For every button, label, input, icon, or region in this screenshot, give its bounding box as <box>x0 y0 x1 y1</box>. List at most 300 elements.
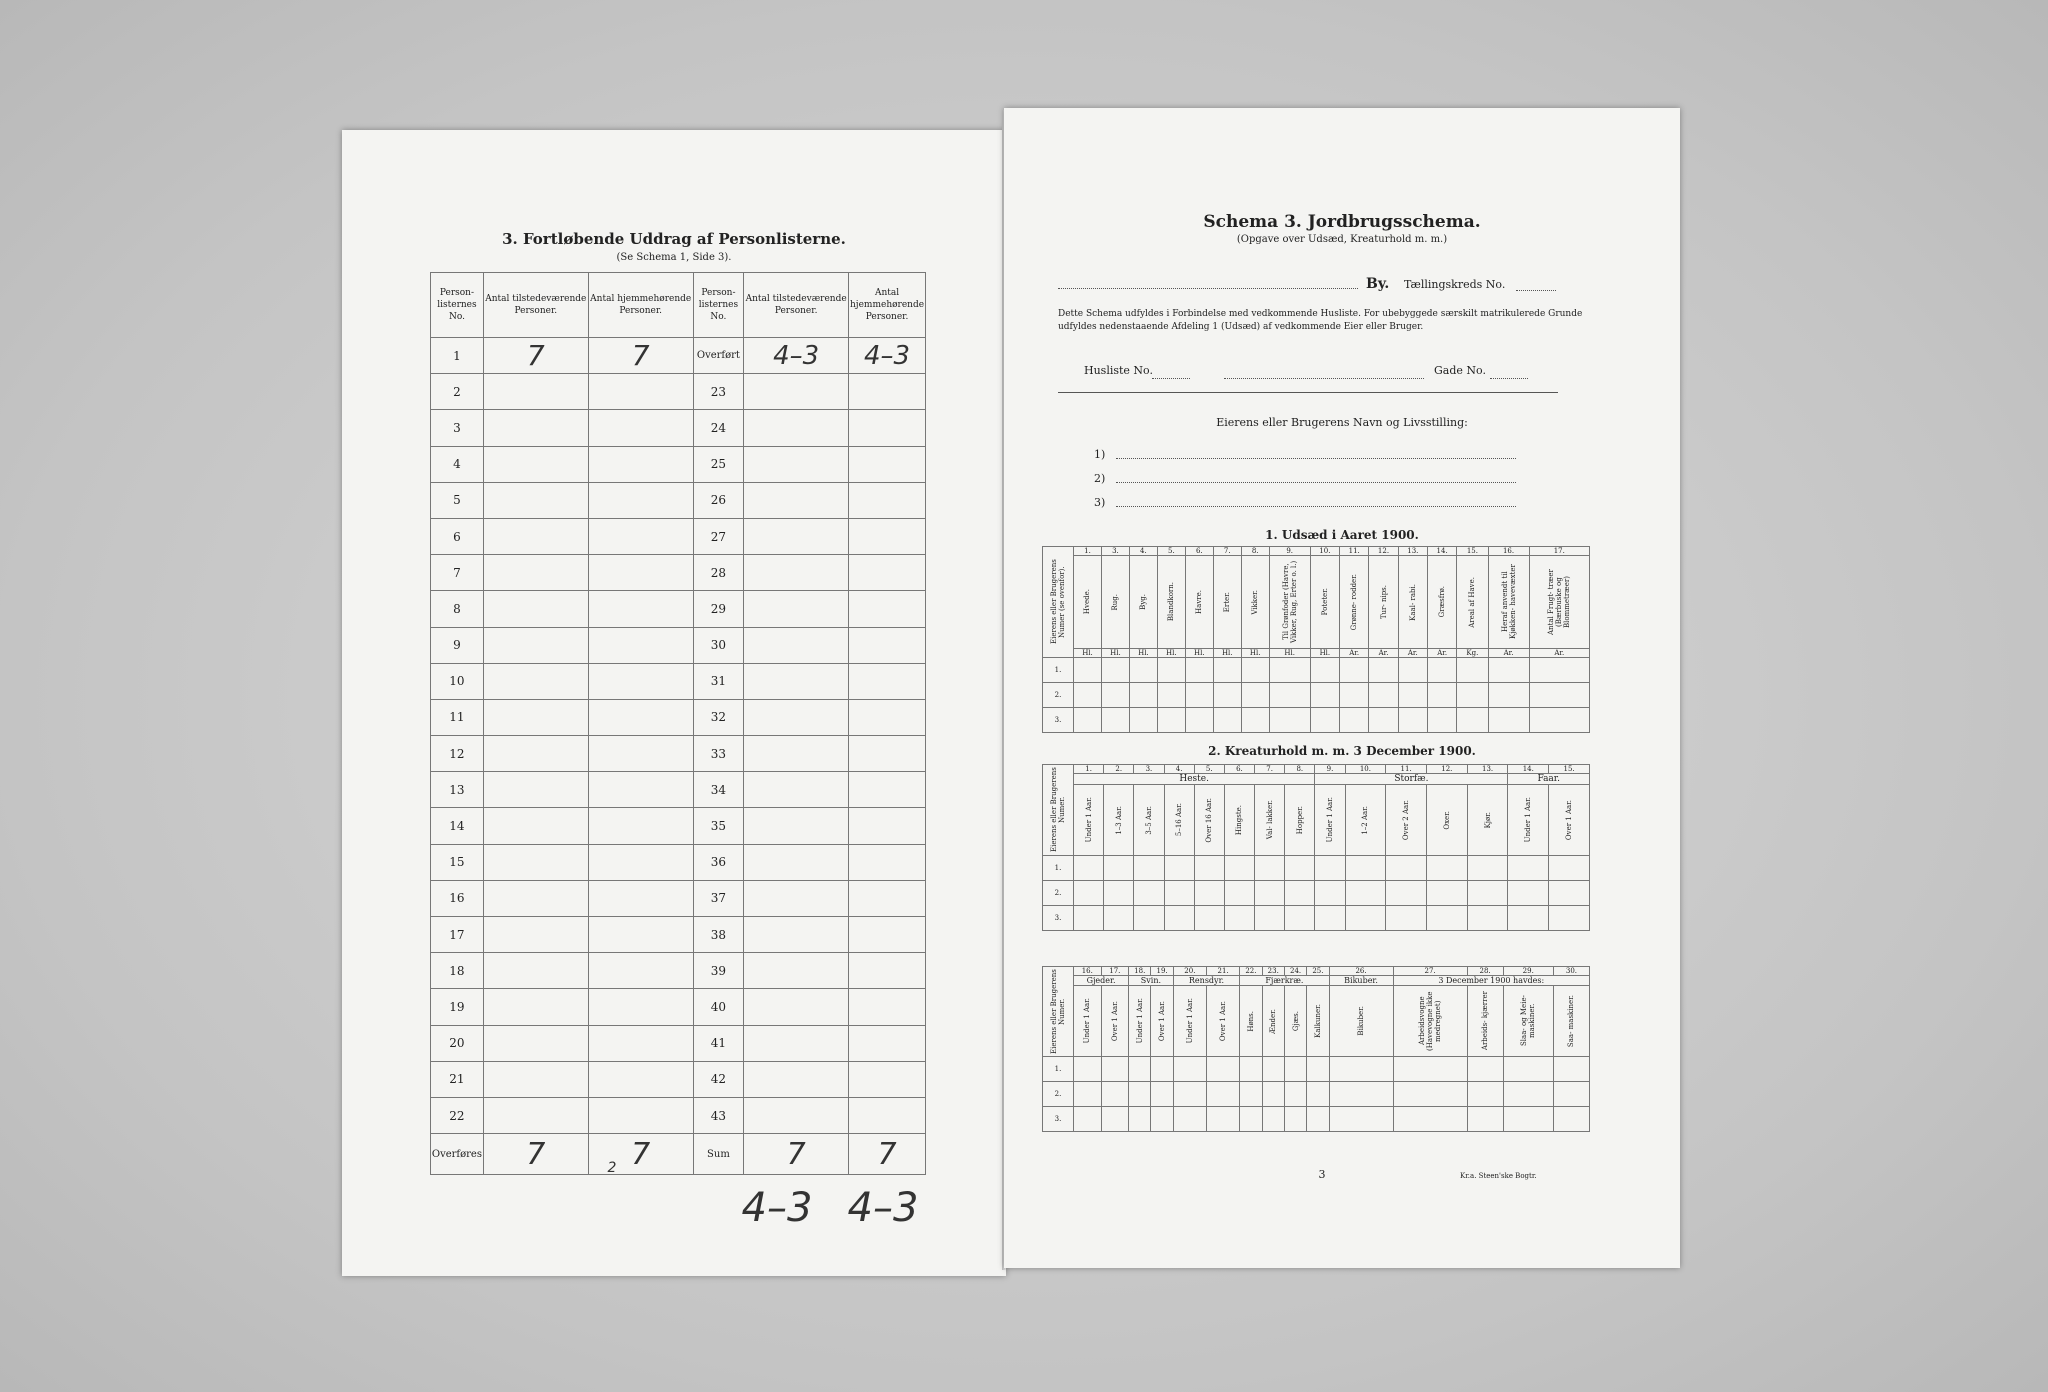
data-cell <box>1398 708 1427 733</box>
row-number: 41 <box>693 1025 744 1061</box>
data-cell <box>1467 1057 1503 1082</box>
data-cell <box>1074 683 1102 708</box>
group-header: Bikuber. <box>1329 976 1393 986</box>
resident-count <box>849 410 926 446</box>
column-label: Saa- maskiner. <box>1567 994 1576 1048</box>
present-count <box>483 374 588 410</box>
column-label: 1–3 Aar. <box>1114 805 1123 835</box>
data-cell <box>1398 683 1427 708</box>
owner-line-3: 3) <box>1094 496 1106 509</box>
present-count <box>744 663 849 699</box>
below-value-1: 4–3 <box>741 1185 813 1231</box>
data-cell <box>1101 1082 1129 1107</box>
resident-count <box>849 518 926 554</box>
column-label: Antal Frugt- træer (Bærbuske og Blommetræer) <box>1547 569 1572 635</box>
column-number: 8. <box>1285 765 1315 774</box>
data-cell <box>1386 906 1427 931</box>
present-count <box>744 518 849 554</box>
row-number: 38 <box>693 917 744 953</box>
column-number: 17. <box>1529 547 1589 556</box>
data-cell <box>1553 1107 1589 1132</box>
column-number: 10. <box>1310 547 1339 556</box>
column-label: Under 1 Aar. <box>1135 998 1144 1044</box>
by-label: By. <box>1366 276 1390 292</box>
row-number: 32 <box>693 699 744 735</box>
present-count <box>483 772 588 808</box>
resident-count <box>588 374 693 410</box>
column-label: Hopper. <box>1295 805 1304 835</box>
data-cell <box>1285 856 1315 881</box>
column-label: Under 1 Aar. <box>1084 797 1093 843</box>
column-label: Tur- nips. <box>1379 584 1388 620</box>
data-cell <box>1467 856 1508 881</box>
data-cell <box>1101 683 1129 708</box>
column-label: Over 16 Aar. <box>1205 797 1214 843</box>
data-cell <box>1185 708 1213 733</box>
column-header <box>1213 556 1241 649</box>
column-header <box>1151 986 1173 1057</box>
row-number: 18 <box>431 953 484 989</box>
table-row <box>1043 906 1590 931</box>
data-cell <box>1104 881 1134 906</box>
column-header <box>1315 785 1345 856</box>
data-cell <box>1345 856 1386 881</box>
table-row <box>431 591 926 627</box>
data-cell <box>1129 683 1157 708</box>
row-number: 7 <box>431 555 484 591</box>
data-cell <box>1134 881 1164 906</box>
column-number: 12. <box>1369 547 1398 556</box>
present-count <box>483 699 588 735</box>
row-number: 8 <box>431 591 484 627</box>
column-header <box>1553 986 1589 1057</box>
table-row <box>431 663 926 699</box>
column-label: Byg. <box>1139 594 1148 610</box>
data-cell <box>1329 1107 1393 1132</box>
data-cell <box>1164 856 1194 881</box>
data-cell <box>1426 856 1467 881</box>
column-header <box>1101 986 1129 1057</box>
right-subtitle: (Opgave over Udsæd, Kreaturhold m. m.) <box>1236 234 1448 245</box>
data-cell <box>1101 1057 1129 1082</box>
data-cell <box>1269 658 1310 683</box>
present-count <box>744 917 849 953</box>
column-label: 5–16 Aar. <box>1175 803 1184 837</box>
row-number: 33 <box>693 736 744 772</box>
data-cell <box>1467 906 1508 931</box>
header-cell: Person-listernes No. <box>431 273 484 338</box>
row-label: 1. <box>1043 658 1074 683</box>
gade-label: Gade No. <box>1434 364 1486 377</box>
present-count <box>483 844 588 880</box>
column-header <box>1185 556 1213 649</box>
data-cell <box>1164 881 1194 906</box>
data-cell <box>1173 1082 1206 1107</box>
table-row <box>431 844 926 880</box>
row-number: 36 <box>693 844 744 880</box>
footer-present: 7 <box>483 1134 588 1175</box>
column-header <box>1529 556 1589 649</box>
column-label: Græsfrø. <box>1438 586 1447 618</box>
present-count <box>744 1097 849 1133</box>
column-number: 16. <box>1074 967 1102 976</box>
column-header <box>1101 556 1129 649</box>
present-count <box>744 772 849 808</box>
data-cell <box>1185 683 1213 708</box>
column-number: 15. <box>1549 765 1590 774</box>
data-cell <box>1427 683 1456 708</box>
resident-count <box>849 1061 926 1097</box>
column-number: 11. <box>1340 547 1369 556</box>
column-header <box>1426 785 1467 856</box>
row-label: 2. <box>1043 881 1074 906</box>
data-cell <box>1129 1057 1151 1082</box>
table-row <box>431 1097 926 1133</box>
resident-count <box>588 410 693 446</box>
resident-count <box>588 736 693 772</box>
data-cell <box>1427 708 1456 733</box>
row-number: 19 <box>431 989 484 1025</box>
row-number: 6 <box>431 518 484 554</box>
resident-count <box>588 663 693 699</box>
husliste-label: Husliste No. <box>1084 364 1153 377</box>
unit-cell: Hl. <box>1129 649 1157 658</box>
column-number: 18. <box>1129 967 1151 976</box>
data-cell <box>1255 881 1285 906</box>
row-number: 16 <box>431 880 484 916</box>
data-cell <box>1074 1107 1102 1132</box>
present-count <box>483 482 588 518</box>
data-cell <box>1549 906 1590 931</box>
data-cell <box>1262 1082 1284 1107</box>
row-number: 39 <box>693 953 744 989</box>
unit-cell: Hl. <box>1157 649 1185 658</box>
right-title: Schema 3. Jordbrugsschema. <box>1203 212 1481 232</box>
column-label: Under 1 Aar. <box>1083 998 1092 1044</box>
column-header <box>1467 785 1508 856</box>
present-count <box>483 1025 588 1061</box>
data-cell <box>1553 1082 1589 1107</box>
column-header <box>1393 986 1467 1057</box>
column-header <box>1269 556 1310 649</box>
column-number: 14. <box>1427 547 1456 556</box>
column-number: 23. <box>1262 967 1284 976</box>
column-header <box>1329 986 1393 1057</box>
column-number: 13. <box>1398 547 1427 556</box>
column-number: 20. <box>1173 967 1206 976</box>
data-cell <box>1393 1057 1467 1082</box>
column-header <box>1457 556 1488 649</box>
data-cell <box>1104 906 1134 931</box>
present-count <box>744 374 849 410</box>
column-label: Over 1 Aar. <box>1110 1000 1119 1042</box>
present-count <box>744 410 849 446</box>
column-number: 13. <box>1467 765 1508 774</box>
table-row <box>1043 708 1590 733</box>
row-number: 28 <box>693 555 744 591</box>
column-number: 15. <box>1457 547 1488 556</box>
data-cell <box>1240 1082 1262 1107</box>
table-row <box>431 989 926 1025</box>
right-page-number: 3 <box>1318 1168 1326 1181</box>
row-label: 2. <box>1043 1082 1074 1107</box>
resident-count <box>849 591 926 627</box>
resident-count: 7 <box>588 338 693 374</box>
column-number: 4. <box>1129 547 1157 556</box>
column-header <box>1206 986 1239 1057</box>
column-header <box>1488 556 1529 649</box>
data-cell <box>1213 708 1241 733</box>
column-number: 2. <box>1104 765 1134 774</box>
resident-count <box>849 446 926 482</box>
column-header <box>1164 785 1194 856</box>
resident-count <box>849 808 926 844</box>
column-header <box>1369 556 1398 649</box>
data-cell <box>1157 708 1185 733</box>
resident-count <box>588 880 693 916</box>
data-cell <box>1285 881 1315 906</box>
table-row <box>431 1061 926 1097</box>
column-label: Grønne- rodder. <box>1350 573 1359 631</box>
row-number: 40 <box>693 989 744 1025</box>
column-number: 1. <box>1074 547 1102 556</box>
column-label: Eierens eller Brugerens Numer (se ovenfor). <box>1050 559 1066 645</box>
resident-count <box>588 1061 693 1097</box>
data-cell <box>1467 1107 1503 1132</box>
data-cell <box>1262 1057 1284 1082</box>
data-cell <box>1074 658 1102 683</box>
present-count: 7 <box>483 338 588 374</box>
row-number: 9 <box>431 627 484 663</box>
data-cell <box>1157 683 1185 708</box>
present-count <box>744 989 849 1025</box>
left-title: 3. Fortløbende Uddrag af Personlisterne. <box>502 230 846 248</box>
data-cell <box>1284 1107 1306 1132</box>
data-cell <box>1255 906 1285 931</box>
data-cell <box>1553 1057 1589 1082</box>
column-label: Arbeids- kjærrer <box>1481 991 1490 1051</box>
row-number: 25 <box>693 446 744 482</box>
present-count <box>744 1025 849 1061</box>
column-header <box>1310 556 1339 649</box>
data-cell <box>1457 708 1488 733</box>
data-cell <box>1345 881 1386 906</box>
unit-cell: Ar. <box>1398 649 1427 658</box>
unit-cell: Hl. <box>1213 649 1241 658</box>
column-label: Val- lakker. <box>1265 800 1274 840</box>
resident-count <box>588 482 693 518</box>
data-cell <box>1129 708 1157 733</box>
column-label: Heraf anvendt til Kjøkken- havevæxter <box>1500 564 1517 640</box>
data-cell <box>1457 683 1488 708</box>
column-header <box>1241 556 1269 649</box>
data-cell <box>1224 906 1254 931</box>
owner-line-1: 1) <box>1094 448 1106 461</box>
data-cell <box>1549 881 1590 906</box>
resident-count <box>588 808 693 844</box>
table-row <box>1043 1107 1590 1132</box>
row-number: 20 <box>431 1025 484 1061</box>
unit-cell: Ar. <box>1427 649 1456 658</box>
data-cell <box>1315 906 1345 931</box>
column-number: 1. <box>1074 765 1104 774</box>
column-header <box>1157 556 1185 649</box>
data-cell <box>1386 881 1427 906</box>
column-number: 9. <box>1269 547 1310 556</box>
resident-count <box>849 482 926 518</box>
section1-title: 1. Udsæd i Aaret 1900. <box>1265 528 1419 542</box>
row-number: 13 <box>431 772 484 808</box>
column-number: 14. <box>1508 765 1549 774</box>
column-header <box>1549 785 1590 856</box>
resident-count <box>588 844 693 880</box>
column-number: 7. <box>1255 765 1285 774</box>
data-cell <box>1241 658 1269 683</box>
data-cell <box>1315 856 1345 881</box>
group-header: Svin. <box>1129 976 1174 986</box>
header-cell: Antal hjemmehørende Personer. <box>588 273 693 338</box>
row-number: 43 <box>693 1097 744 1133</box>
column-label: Kaal- rabi. <box>1408 583 1417 621</box>
instruction-text: Dette Schema udfyldes i Forbindelse med vedkommende Husliste. For ubebyggede særskilt matrikulerede Grunde udfyldes nedenstaaende Afdeling 1 (Udsæd) af vedkommende Eier eller Bruger. <box>1058 309 1583 332</box>
present-count <box>483 663 588 699</box>
column-number: 16. <box>1488 547 1529 556</box>
side-label-cell <box>1043 765 1074 856</box>
resident-count <box>588 627 693 663</box>
data-cell <box>1224 856 1254 881</box>
data-cell <box>1310 708 1339 733</box>
column-number: 4. <box>1164 765 1194 774</box>
table-row <box>431 736 926 772</box>
table-row <box>431 880 926 916</box>
data-cell <box>1369 683 1398 708</box>
row-label: 1. <box>1043 1057 1074 1082</box>
resident-count <box>588 1097 693 1133</box>
data-cell <box>1134 906 1164 931</box>
right-page <box>1004 108 1680 1268</box>
column-number: 10. <box>1345 765 1386 774</box>
column-number: 25. <box>1307 967 1329 976</box>
data-cell <box>1173 1057 1206 1082</box>
data-cell <box>1213 658 1241 683</box>
column-header <box>1467 986 1503 1057</box>
column-header <box>1240 986 1262 1057</box>
column-label: Oxer. <box>1442 810 1451 830</box>
data-cell <box>1101 658 1129 683</box>
column-label: Til Grønfoder (Havre, Vikker, Rug, Erter o. l.) <box>1281 560 1298 644</box>
data-cell <box>1426 906 1467 931</box>
column-label: Rug. <box>1111 593 1120 611</box>
footer-resident: 7 <box>849 1134 926 1175</box>
present-count <box>483 555 588 591</box>
column-header <box>1074 785 1104 856</box>
group-header: 3 December 1900 havdes: <box>1393 976 1589 986</box>
data-cell <box>1173 1107 1206 1132</box>
data-cell <box>1101 1107 1129 1132</box>
column-header <box>1074 986 1102 1057</box>
data-cell <box>1151 1082 1173 1107</box>
column-label: Kjør. <box>1483 811 1492 829</box>
data-cell <box>1315 881 1345 906</box>
side-label-cell <box>1043 967 1074 1057</box>
column-label: Erter. <box>1223 591 1232 613</box>
column-number: 26. <box>1329 967 1393 976</box>
row-number: 14 <box>431 808 484 844</box>
column-header <box>1345 785 1386 856</box>
row-label: 3. <box>1043 708 1074 733</box>
resident-count <box>588 699 693 735</box>
data-cell <box>1241 683 1269 708</box>
data-cell <box>1488 683 1529 708</box>
present-count <box>483 410 588 446</box>
column-number: 19. <box>1151 967 1173 976</box>
row-number: 4 <box>431 446 484 482</box>
resident-count <box>588 555 693 591</box>
unit-cell: Ar. <box>1340 649 1369 658</box>
data-cell <box>1426 881 1467 906</box>
column-header <box>1427 556 1456 649</box>
group-storfae: Storfæ. <box>1315 774 1508 785</box>
row-number: 10 <box>431 663 484 699</box>
data-cell <box>1129 1107 1151 1132</box>
row-number: 17 <box>431 917 484 953</box>
column-number: 8. <box>1241 547 1269 556</box>
column-header <box>1398 556 1427 649</box>
column-label: Hingste. <box>1235 804 1244 836</box>
present-count <box>483 989 588 1025</box>
data-cell <box>1467 881 1508 906</box>
group-header: Fjærkræ. <box>1240 976 1329 986</box>
unit-cell: Hl. <box>1241 649 1269 658</box>
data-cell <box>1240 1107 1262 1132</box>
unit-cell: Hl. <box>1185 649 1213 658</box>
resident-count <box>588 772 693 808</box>
footer-resident: 7 <box>588 1134 693 1175</box>
data-cell <box>1393 1107 1467 1132</box>
data-cell <box>1074 906 1104 931</box>
row-number: 24 <box>693 410 744 446</box>
column-label: Poteter. <box>1320 588 1329 616</box>
row-number: 15 <box>431 844 484 880</box>
table-row <box>431 1025 926 1061</box>
group-header: Rensdyr. <box>1173 976 1240 986</box>
header-cell: Antal tilstedeværende Personer. <box>744 273 849 338</box>
section2-table <box>1042 764 1590 931</box>
row-label: 3. <box>1043 906 1074 931</box>
header-cell: Antal tilstedeværende Personer. <box>483 273 588 338</box>
resident-count <box>588 518 693 554</box>
column-label: Slaa- og Meie- maskiner. <box>1520 995 1537 1047</box>
data-cell <box>1340 658 1369 683</box>
column-label: Høns. <box>1246 1010 1255 1032</box>
data-cell <box>1398 658 1427 683</box>
data-cell <box>1284 1082 1306 1107</box>
resident-count <box>849 1025 926 1061</box>
column-number: 6. <box>1224 765 1254 774</box>
unit-cell: Hl. <box>1074 649 1102 658</box>
column-number: 17. <box>1101 967 1129 976</box>
present-count <box>744 808 849 844</box>
resident-count <box>588 446 693 482</box>
person-table <box>430 272 926 1175</box>
kreds-label: Tællingskreds No. <box>1404 278 1506 291</box>
header-cell: Antal hjemmehørende Personer. <box>849 273 926 338</box>
footer-present: 7 <box>744 1134 849 1175</box>
present-count <box>744 699 849 735</box>
column-header <box>1255 785 1285 856</box>
left-page <box>342 130 1006 1276</box>
row-number: 22 <box>431 1097 484 1133</box>
